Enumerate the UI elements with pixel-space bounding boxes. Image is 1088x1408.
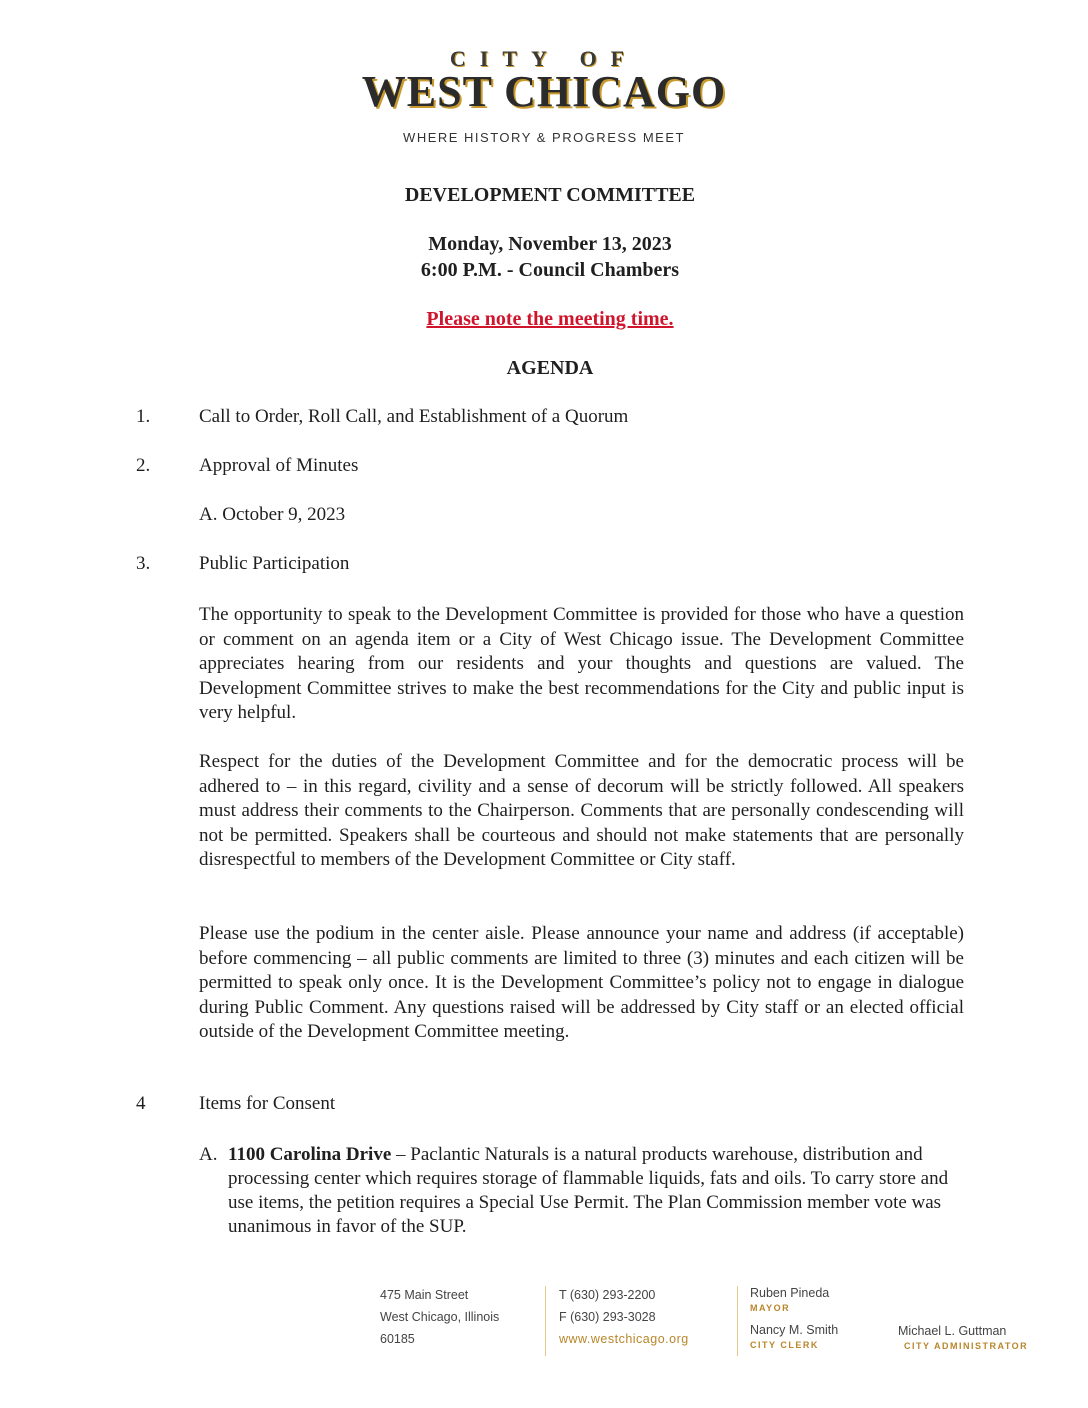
item-number: 1. — [136, 406, 151, 427]
mayor-role: MAYOR — [750, 1303, 791, 1313]
logo-west-chicago: WEST CHICAGO — [361, 67, 727, 116]
item-title: Public Participation — [199, 553, 350, 574]
meeting-time-place: 6:00 P.M. - Council Chambers — [420, 259, 680, 281]
agenda-heading: AGENDA — [506, 357, 594, 379]
footer-mayor — [750, 1284, 829, 1314]
item-title: Approval of Minutes — [199, 455, 359, 476]
fax-number: F (630) 293-3028 — [559, 1310, 656, 1324]
address-line: 475 Main Street — [380, 1288, 469, 1302]
consent-item-text: – Paclantic Naturals is a natural products warehouse, distribution and processing center which requires storage of flammable liquids, fats and oils. To carry store and use items, the petition requires a Special Use Permit. The Plan Commission member vote was unanimous in favor of the SUP. — [228, 1144, 949, 1237]
administrator-name: Michael L. Guttman — [898, 1324, 1007, 1338]
committee-title: DEVELOPMENT COMMITTEE — [404, 184, 696, 206]
logo-tagline: WHERE HISTORY & PROGRESS MEET — [403, 130, 685, 145]
public-participation-paragraph: The opportunity to speak to the Development Committee is provided for those who have a question or comment on an agenda item or a City of West Chicago issue. The Development Committee appreciates hearing from our residents and your thoughts and questions are valued. The Development Committee strives to make the best recommendations for the City and public input is very helpful. — [199, 604, 964, 723]
meeting-date: Monday, November 13, 2023 — [428, 233, 672, 255]
footer-clerk — [750, 1321, 838, 1351]
clerk-name: Nancy M. Smith — [750, 1323, 839, 1337]
consent-item-title: 1100 Carolina Drive — [228, 1144, 392, 1165]
item-title: Items for Consent — [199, 1093, 336, 1114]
footer-divider — [737, 1286, 738, 1356]
consent-item — [199, 1143, 959, 1239]
footer-administrator — [898, 1322, 1028, 1352]
footer-address — [380, 1284, 499, 1350]
logo-city-of: CITY OF — [449, 46, 639, 71]
address-line: 60185 — [380, 1332, 415, 1346]
address-line: West Chicago, Illinois — [380, 1310, 500, 1324]
footer-divider — [545, 1286, 546, 1356]
administrator-role: CITY ADMINISTRATOR — [904, 1341, 1029, 1351]
clerk-role: CITY CLERK — [750, 1340, 819, 1350]
item-title: Call to Order, Roll Call, and Establishment of a Quorum — [199, 406, 629, 427]
item-number: 2. — [136, 455, 151, 476]
consent-item-label: A. — [199, 1144, 218, 1165]
minutes-subitem: A. October 9, 2023 — [199, 504, 346, 525]
public-participation-paragraph: Please use the podium in the center aisle. Please announce your name and address (if acceptable) before commencing – all public comments are limited to three (3) minutes and each citizen will be permitted to speak only once. It is the Development Committee’s policy not to engage in dialogue during Public Comment. Any questions raised will be addressed by City staff or an elected official outside of the Development Committee meeting. — [199, 923, 964, 1042]
mayor-name: Ruben Pineda — [750, 1286, 830, 1300]
meeting-time-notice: Please note the meeting time. — [426, 308, 674, 330]
public-participation-paragraph: Respect for the duties of the Development Committee and for the democratic process will be adhered to – in this regard, civility and a sense of decorum will be strictly followed. All speakers must address their comments to the Chairperson. Comments that are personally condescending will not be permitted. Speakers shall be courteous and should not make statements that are personally disrespectful to members of the Development Committee or City staff. — [199, 751, 964, 870]
website-link[interactable]: www.westchicago.org — [559, 1332, 689, 1346]
phone-number: T (630) 293-2200 — [559, 1288, 656, 1302]
item-number: 4 — [136, 1093, 146, 1114]
item-number: 3. — [136, 553, 151, 574]
footer-contact — [559, 1284, 689, 1350]
